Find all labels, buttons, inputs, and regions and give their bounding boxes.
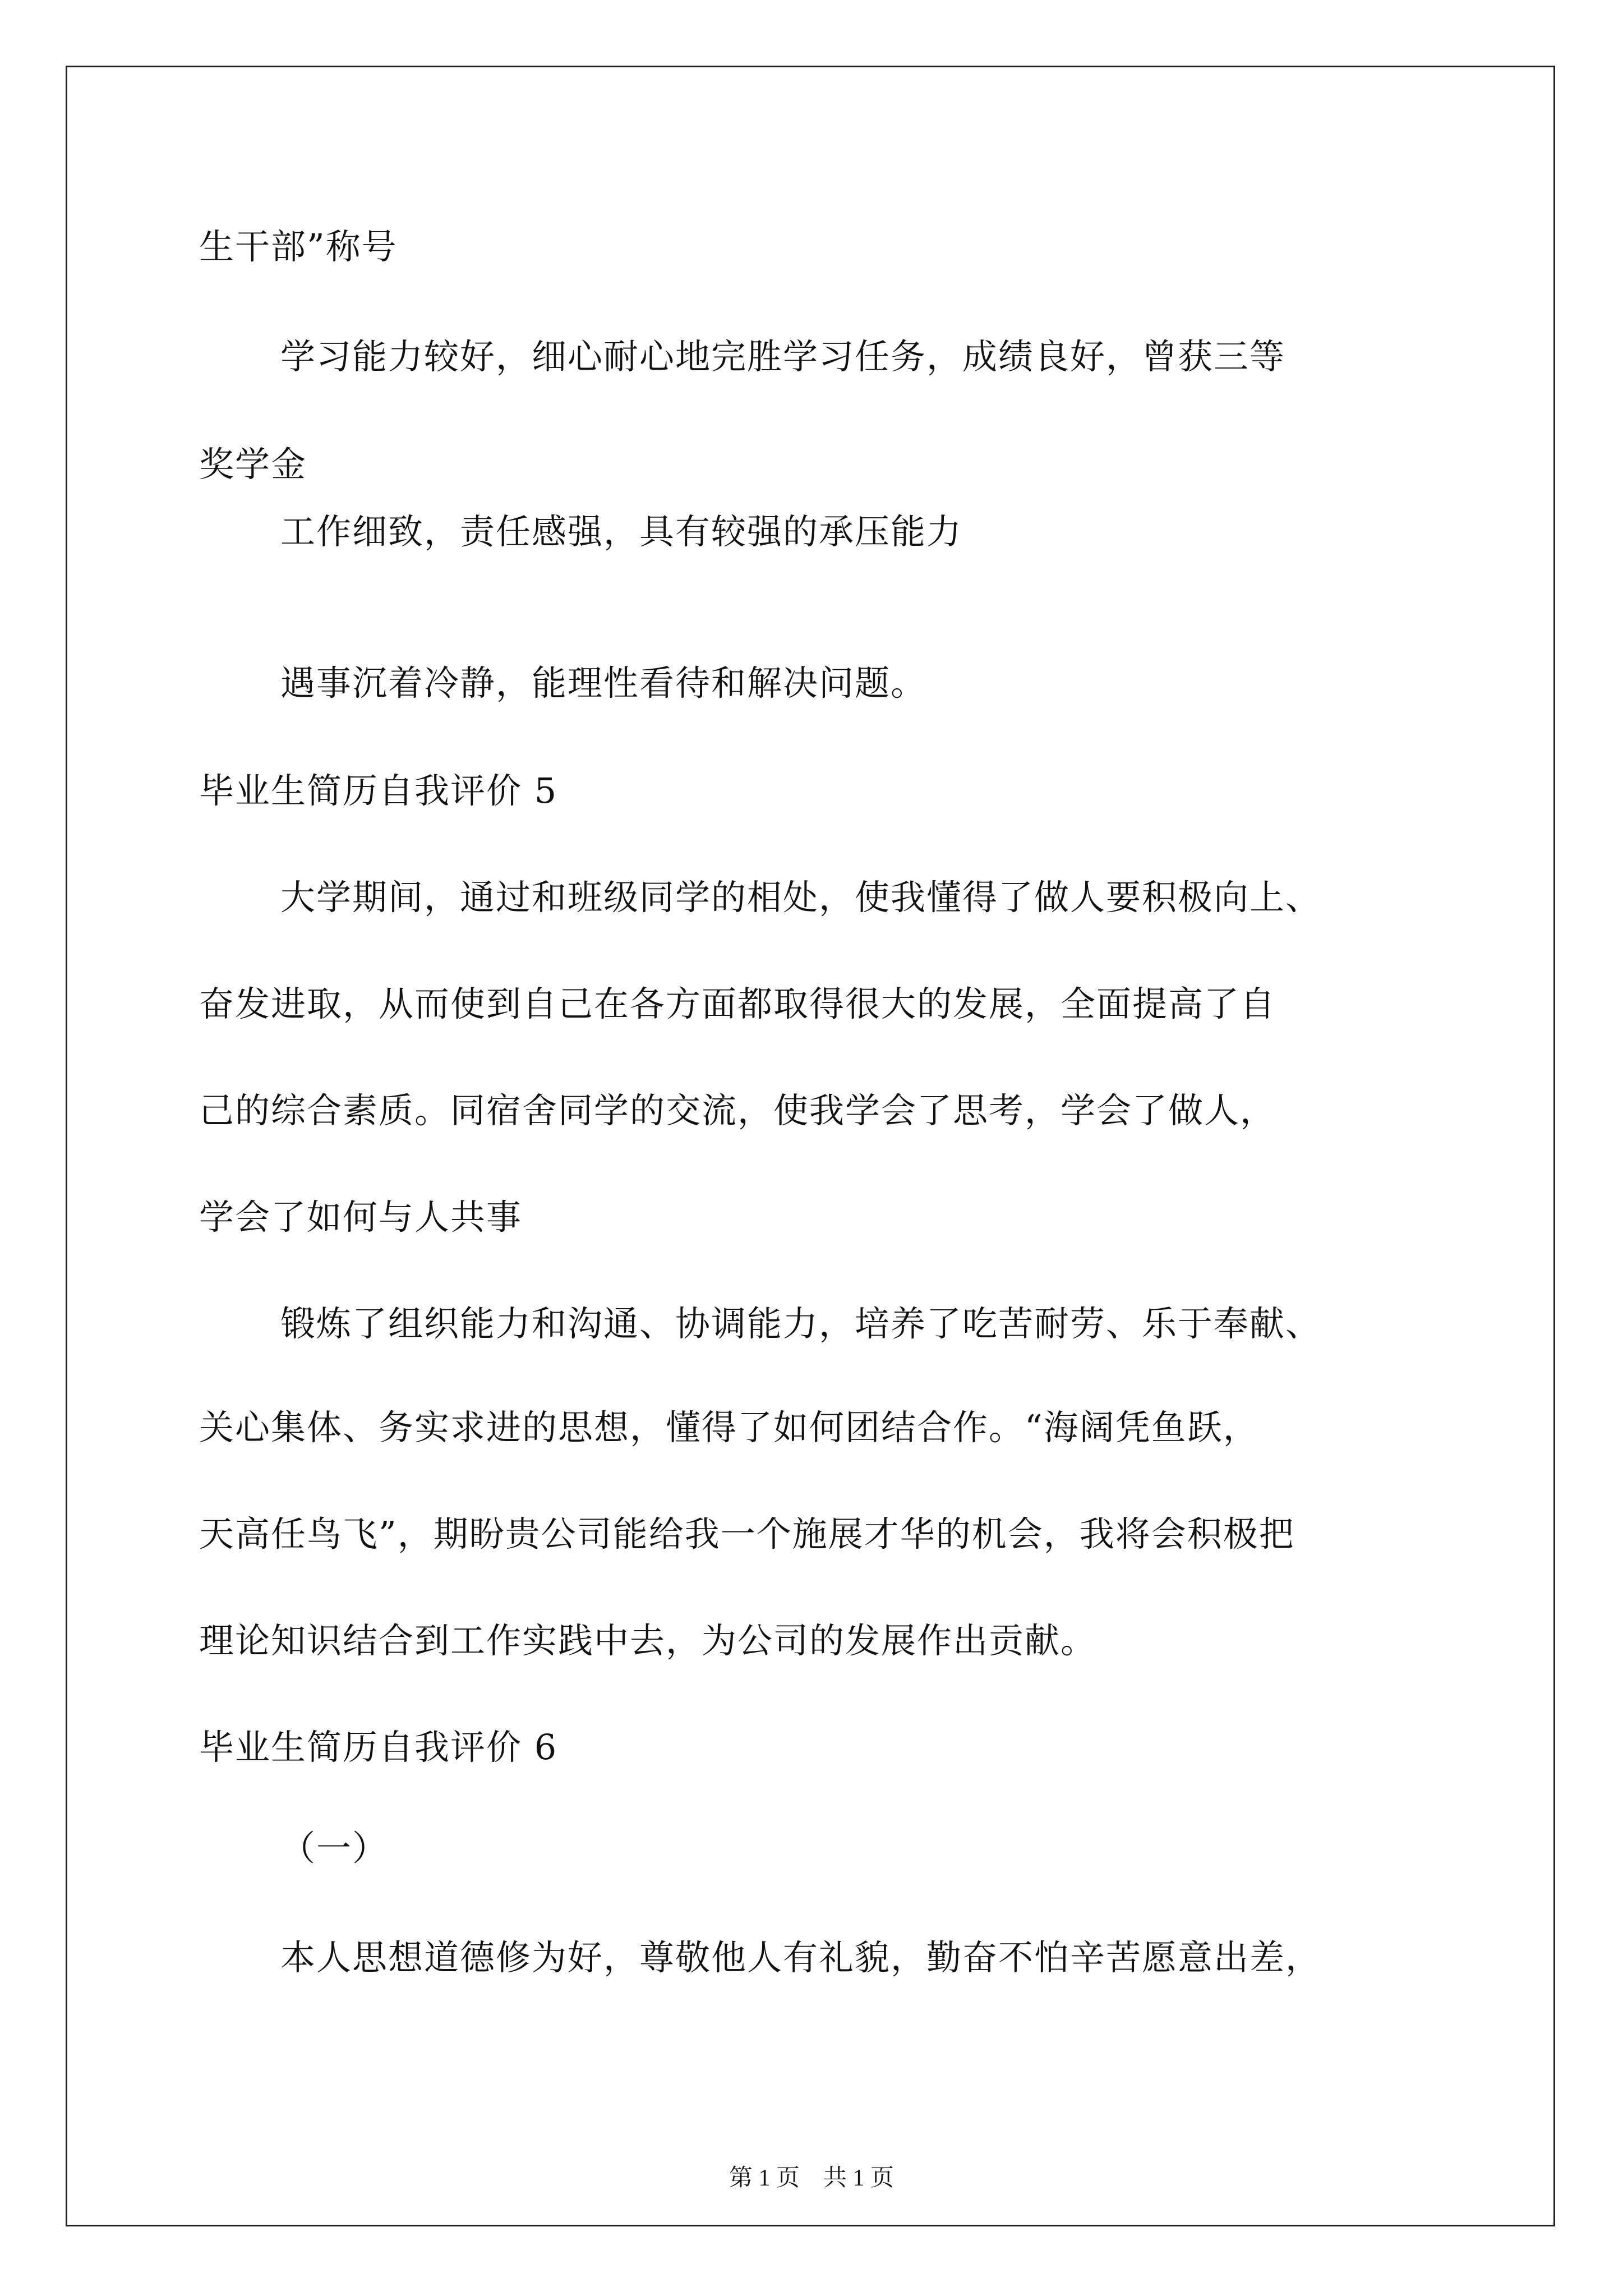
page-border [66, 66, 1555, 2226]
text-line-9: 己的综合素质。同宿舍同学的交流，使我学会了思考，学会了做人， [199, 1090, 1276, 1131]
text-line-3: 奖学金 [199, 444, 307, 485]
text-line-13: 天高任鸟飞”，期盼贵公司能给我一个施展才华的机会，我将会积极把 [199, 1513, 1295, 1554]
page-footer: 第 1 页 共 1 页 [728, 2165, 894, 2191]
text-line-5: 遇事沉着冷静，能理性看待和解决问题。 [280, 662, 927, 703]
text-line-10: 学会了如何与人共事 [199, 1197, 523, 1237]
section-heading-5: 毕业生简历自我评价 5 [199, 770, 558, 811]
text-line-8: 奋发进取，从而使到自己在各方面都取得很大的发展，全面提高了自 [199, 983, 1276, 1024]
text-line-7: 大学期间，通过和班级同学的相处，使我懂得了做人要积极向上、 [280, 877, 1322, 918]
text-line-14: 理论知识结合到工作实践中去，为公司的发展作出贡献。 [199, 1620, 1097, 1661]
text-line-1: 生干部”称号 [199, 226, 398, 267]
section-heading-6: 毕业生简历自我评价 6 [199, 1727, 558, 1768]
text-line-4: 工作细致，责任感强，具有较强的承压能力 [280, 511, 963, 552]
text-line-11: 锻炼了组织能力和沟通、协调能力，培养了吃苦耐劳、乐于奉献、 [280, 1303, 1322, 1344]
text-line-17: 本人思想道德修为好，尊敬他人有礼貌，勤奋不怕辛苦愿意出差， [280, 1937, 1322, 1978]
text-line-2: 学习能力较好，细心耐心地完胜学习任务，成绩良好，曾获三等 [280, 336, 1286, 377]
text-line-16: （一） [280, 1828, 389, 1869]
text-line-12: 关心集体、务实求进的思想，懂得了如何团结合作。“海阔凭鱼跃， [199, 1407, 1259, 1448]
